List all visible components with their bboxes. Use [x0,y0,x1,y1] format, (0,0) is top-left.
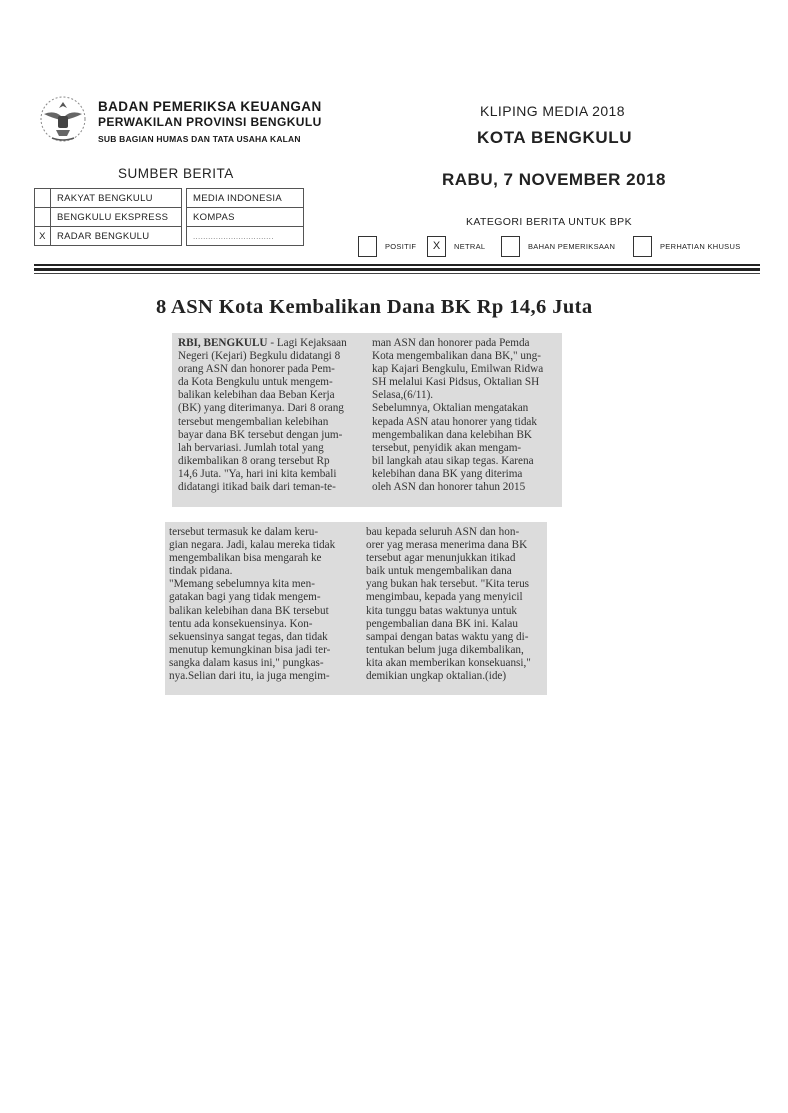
article-line: orer yag merasa menerima dana BK [366,539,528,552]
category-bahan-pemeriksaan [501,236,615,256]
source-name: RAKYAT BENGKULU [51,189,182,208]
article-line: kita akan memberikan konsekuansi," [366,656,531,669]
category-perhatian-khusus [633,236,741,256]
article-line: kita tunggu batas waktunya untuk [366,604,518,617]
article-line: kap Kajari Bengkulu, Emilwan Ridwa [372,363,544,376]
article-line: menutup kemungkinan bisa jadi ter- [169,643,331,656]
article-line: kepada ASN atau honorer yang tidak [372,415,537,428]
article-line: orang ASN dan honorer pada Pem- [178,363,335,376]
divider [34,264,760,266]
article-line: bau kepada seluruh ASN dan hon- [366,526,520,538]
article-line: mengembalikan bisa mengarah ke [169,552,322,565]
source-name-blank: ................................ [187,227,304,246]
source-mark: X [35,227,51,246]
article-column [169,526,335,683]
article-line: mengembalikan dana kelebihan BK [372,428,532,441]
article-line: tindak pidana. [169,565,233,578]
article-line: sekuensinya sangat tegas, dan tidak [169,630,328,643]
source-name: RADAR BENGKULU [51,227,182,246]
article-line: sangka dalam kasus ini," pungkas- [169,656,324,669]
article-line: Negeri (Kejari) Begkulu didatangi 8 [178,350,341,363]
org-division: PERWAKILAN PROVINSI BENGKULU [98,115,322,129]
article-dateline: RBI, BENGKULU [178,337,268,349]
article-line: Kota mengembalikan dana BK," ung- [372,350,541,363]
org-name: BADAN PEMERIKSA KEUANGAN [98,99,322,114]
garuda-emblem-icon [34,90,92,148]
article-line: tersebut, penyidik akan mengam- [372,441,522,454]
article-line: baik untuk mengembalikan dana [366,565,512,578]
source-mark [35,208,51,227]
kota-title: KOTA BENGKULU [477,128,633,147]
category-label: NETRAL [454,241,486,251]
article-line: demikian ungkap oktalian.(ide) [366,670,507,683]
category-positif [358,236,416,256]
article-line: man ASN dan honorer pada Pemda [372,337,530,349]
category-label: POSITIF [385,241,417,251]
article-clipping [165,522,547,695]
category-netral [427,236,485,256]
article-line: balikan kelebihan daa Beban Kerja [178,389,335,402]
article-column [178,337,347,494]
article-column [372,337,543,494]
article-line: "Memang sebelumnya kita men- [169,578,315,591]
article-line: 14,6 Juta. "Ya, hari ini kita kembali [178,467,337,480]
article-line: balikan kelebihan dana BK tersebut [169,604,329,617]
article-line: da Kota Bengkulu untuk mengem- [178,376,333,389]
article-line: bil langkah atau sikap tegas. Karena [372,454,534,467]
article-line: sampai dengan batas waktu yang di- [366,630,529,643]
article-clipping [172,333,562,507]
source-name: BENGKULU EKSPRESS [51,208,182,227]
article-line: tentukan belum juga dikembalikan, [366,643,524,656]
article-line: SH melalui Kasi Pidsus, Oktalian SH [372,376,540,389]
article-column [366,526,531,683]
article-line: dikembalikan 8 orang tersebut Rp [178,454,330,467]
article-line: didatangi itikad baik dari teman-te- [178,481,336,494]
kategori-title: KATEGORI BERITA UNTUK BPK [466,216,632,228]
article-line: gatakan bagi yang tidak mengem- [169,591,321,604]
article-line: tentu ada konsekuensinya. Kon- [169,617,313,630]
source-row [35,189,304,208]
category-label: BAHAN PEMERIKSAAN [528,241,616,251]
source-row [35,227,304,246]
article-line: oleh ASN dan honorer tahun 2015 [372,481,526,494]
sumber-berita-title: SUMBER BERITA [118,166,234,181]
article-line: tersebut agar menunjukkan itikad [366,552,516,565]
article-line: gian negara. Jadi, kalau mereka tidak [169,539,336,552]
article-headline: 8 ASN Kota Kembalikan Dana BK Rp 14,6 Juta [156,296,593,318]
category-checkbox [501,236,520,257]
article-line: tersebut mengembalian kelebihan [178,415,329,428]
article-line: lah bervariasi. Jumlah total yang [178,441,324,454]
source-row [35,208,304,227]
article-line: kelebihan dana BK yang diterima [372,467,523,480]
article-line: nya.Selian dari itu, ia juga mengim- [169,670,330,683]
category-checkbox [358,236,377,257]
article-line: RBI, BENGKULU - Lagi Kejaksaan [178,337,347,349]
article-line: pengembalian dana BK ini. Kalau [366,617,518,630]
article-line: Selasa,(6/11). [372,389,434,402]
org-subdivision: SUB BAGIAN HUMAS DAN TATA USAHA KALAN [98,134,301,144]
category-checkbox [633,236,652,257]
source-mark [35,189,51,208]
source-table [34,188,304,246]
article-line: tersebut termasuk ke dalam keru- [169,526,319,538]
article-line: Sebelumnya, Oktalian mengatakan [372,402,529,415]
kliping-title: KLIPING MEDIA 2018 [480,103,625,119]
divider [34,268,760,271]
article-line: bayar dana BK tersebut dengan jum- [178,428,343,441]
divider [34,273,760,274]
article-line: (BK) yang diterimanya. Dari 8 orang [178,402,344,415]
source-name: KOMPAS [187,208,304,227]
category-label: PERHATIAN KHUSUS [660,241,741,251]
publication-date: RABU, 7 NOVEMBER 2018 [442,170,667,189]
article-line: mengimbau, kepada yang menyicil [366,591,523,604]
source-name: MEDIA INDONESIA [187,189,304,208]
category-checkbox: X [427,236,446,257]
article-line: yang bukan hak tersebut. "Kita terus [366,578,530,591]
